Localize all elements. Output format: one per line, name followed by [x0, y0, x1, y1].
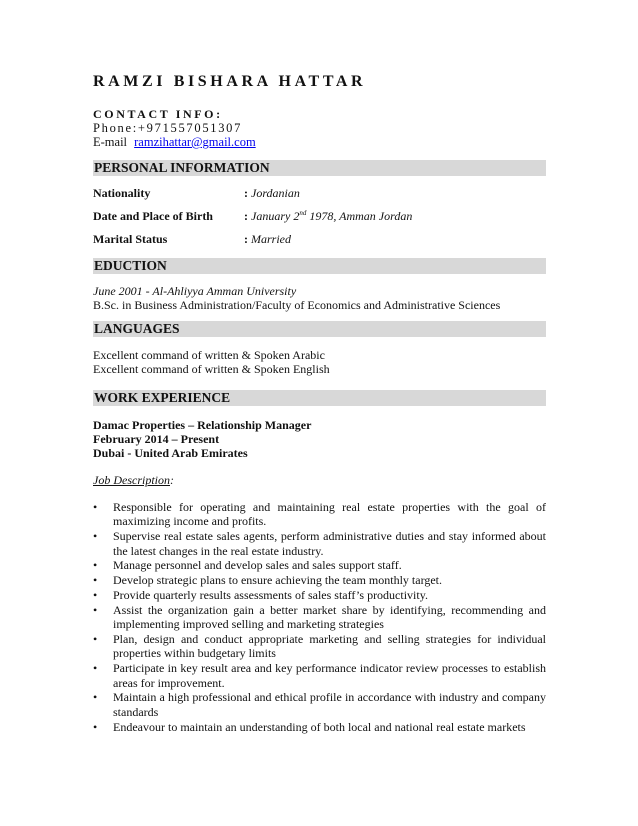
contact-info-heading: CONTACT INFO: — [93, 107, 223, 121]
duty-text: Participate in key result area and key performance indicator review processes to establish areas for improvement. — [113, 661, 546, 690]
duty-text: Plan, design and conduct appropriate marketing and selling strategies for individual properties within budgetary limits — [113, 632, 546, 661]
duty-item — [93, 500, 546, 529]
candidate-name: RAMZI BISHARA HATTAR — [93, 73, 367, 90]
duty-item — [93, 661, 546, 690]
duty-item — [93, 603, 546, 632]
duties-list — [93, 500, 546, 734]
marital-colon: : — [244, 232, 248, 246]
marital-value — [244, 232, 291, 247]
languages-heading: LANGUAGES — [93, 321, 546, 337]
language-item: Excellent command of written & Spoken English — [93, 362, 330, 376]
duty-text: Endeavour to maintain an understanding of both local and national real estate markets — [113, 719, 526, 734]
birth-date: January 2 — [251, 209, 300, 223]
birth-colon: : — [244, 209, 248, 223]
bullet-icon: • — [93, 632, 98, 646]
marital-label: Marital Status — [93, 232, 168, 246]
email-label: E-mail — [93, 135, 128, 149]
bullet-icon: • — [93, 529, 98, 544]
bullet-icon: • — [93, 690, 98, 705]
duty-text: Responsible for operating and maintaining real estate properties with the goal of maximizing income and profits. — [113, 500, 546, 529]
education-university: June 2001 - Al-Ahliyya Amman University — [93, 284, 297, 298]
job-description-label: Job Description — [93, 473, 170, 487]
duty-item — [93, 558, 546, 572]
nationality-colon: : — [244, 186, 248, 200]
marital-text: Married — [251, 232, 291, 246]
bullet-icon: • — [93, 719, 98, 734]
bullet-icon: • — [93, 558, 98, 573]
personal-information-heading: PERSONAL INFORMATION — [93, 160, 546, 176]
duty-text: Manage personnel and develop sales and sales support staff. — [113, 558, 402, 573]
duty-text: Develop strategic plans to ensure achieving the team monthly target. — [113, 573, 443, 588]
bullet-icon: • — [93, 602, 98, 617]
birth-date-suffix: nd — [299, 209, 307, 217]
work-experience-heading: WORK EXPERIENCE — [93, 390, 546, 406]
duty-text: Provide quarterly results assessments of sales staff’s productivity. — [113, 588, 428, 602]
duty-item — [93, 632, 546, 661]
job-description-colon: : — [170, 473, 174, 487]
bullet-icon: • — [93, 500, 98, 514]
job-description-heading — [93, 473, 174, 488]
job-period: February 2014 – Present — [93, 432, 220, 446]
birth-label: Date and Place of Birth — [93, 209, 213, 223]
education-heading: EDUCTION — [93, 258, 546, 274]
bullet-icon: • — [93, 588, 98, 602]
duty-item — [93, 573, 546, 587]
bullet-icon: • — [93, 573, 98, 588]
duty-item — [93, 588, 546, 602]
duty-item — [93, 720, 546, 734]
duty-item — [93, 529, 546, 558]
birth-place: 1978, Amman Jordan — [306, 209, 413, 223]
email-row — [93, 135, 256, 150]
phone-number: Phone:+971557051307 — [93, 121, 243, 135]
duty-item — [93, 690, 546, 719]
email-link[interactable]: ramzihattar@gmail.com — [134, 135, 256, 149]
bullet-icon: • — [93, 661, 98, 676]
duty-text: Supervise real estate sales agents, perform administrative duties and stay informed about the latest changes in the real estate industry. — [113, 529, 546, 558]
nationality-value — [244, 186, 300, 201]
nationality-label: Nationality — [93, 186, 151, 200]
language-item: Excellent command of written & Spoken Arabic — [93, 348, 325, 362]
nationality-text: Jordanian — [251, 186, 300, 200]
birth-value — [244, 209, 412, 224]
duty-text: Maintain a high professional and ethical profile in accordance with industry and company standards — [113, 690, 546, 719]
birth-text — [251, 209, 412, 223]
duty-text: Assist the organization gain a better market share by identifying, recommending and implementing improved selling and marketing strategies — [113, 602, 546, 632]
job-company-title: Damac Properties – Relationship Manager — [93, 418, 312, 432]
education-degree: B.Sc. in Business Administration/Faculty of Economics and Administrative Sciences — [93, 298, 501, 312]
job-location: Dubai - United Arab Emirates — [93, 446, 248, 460]
